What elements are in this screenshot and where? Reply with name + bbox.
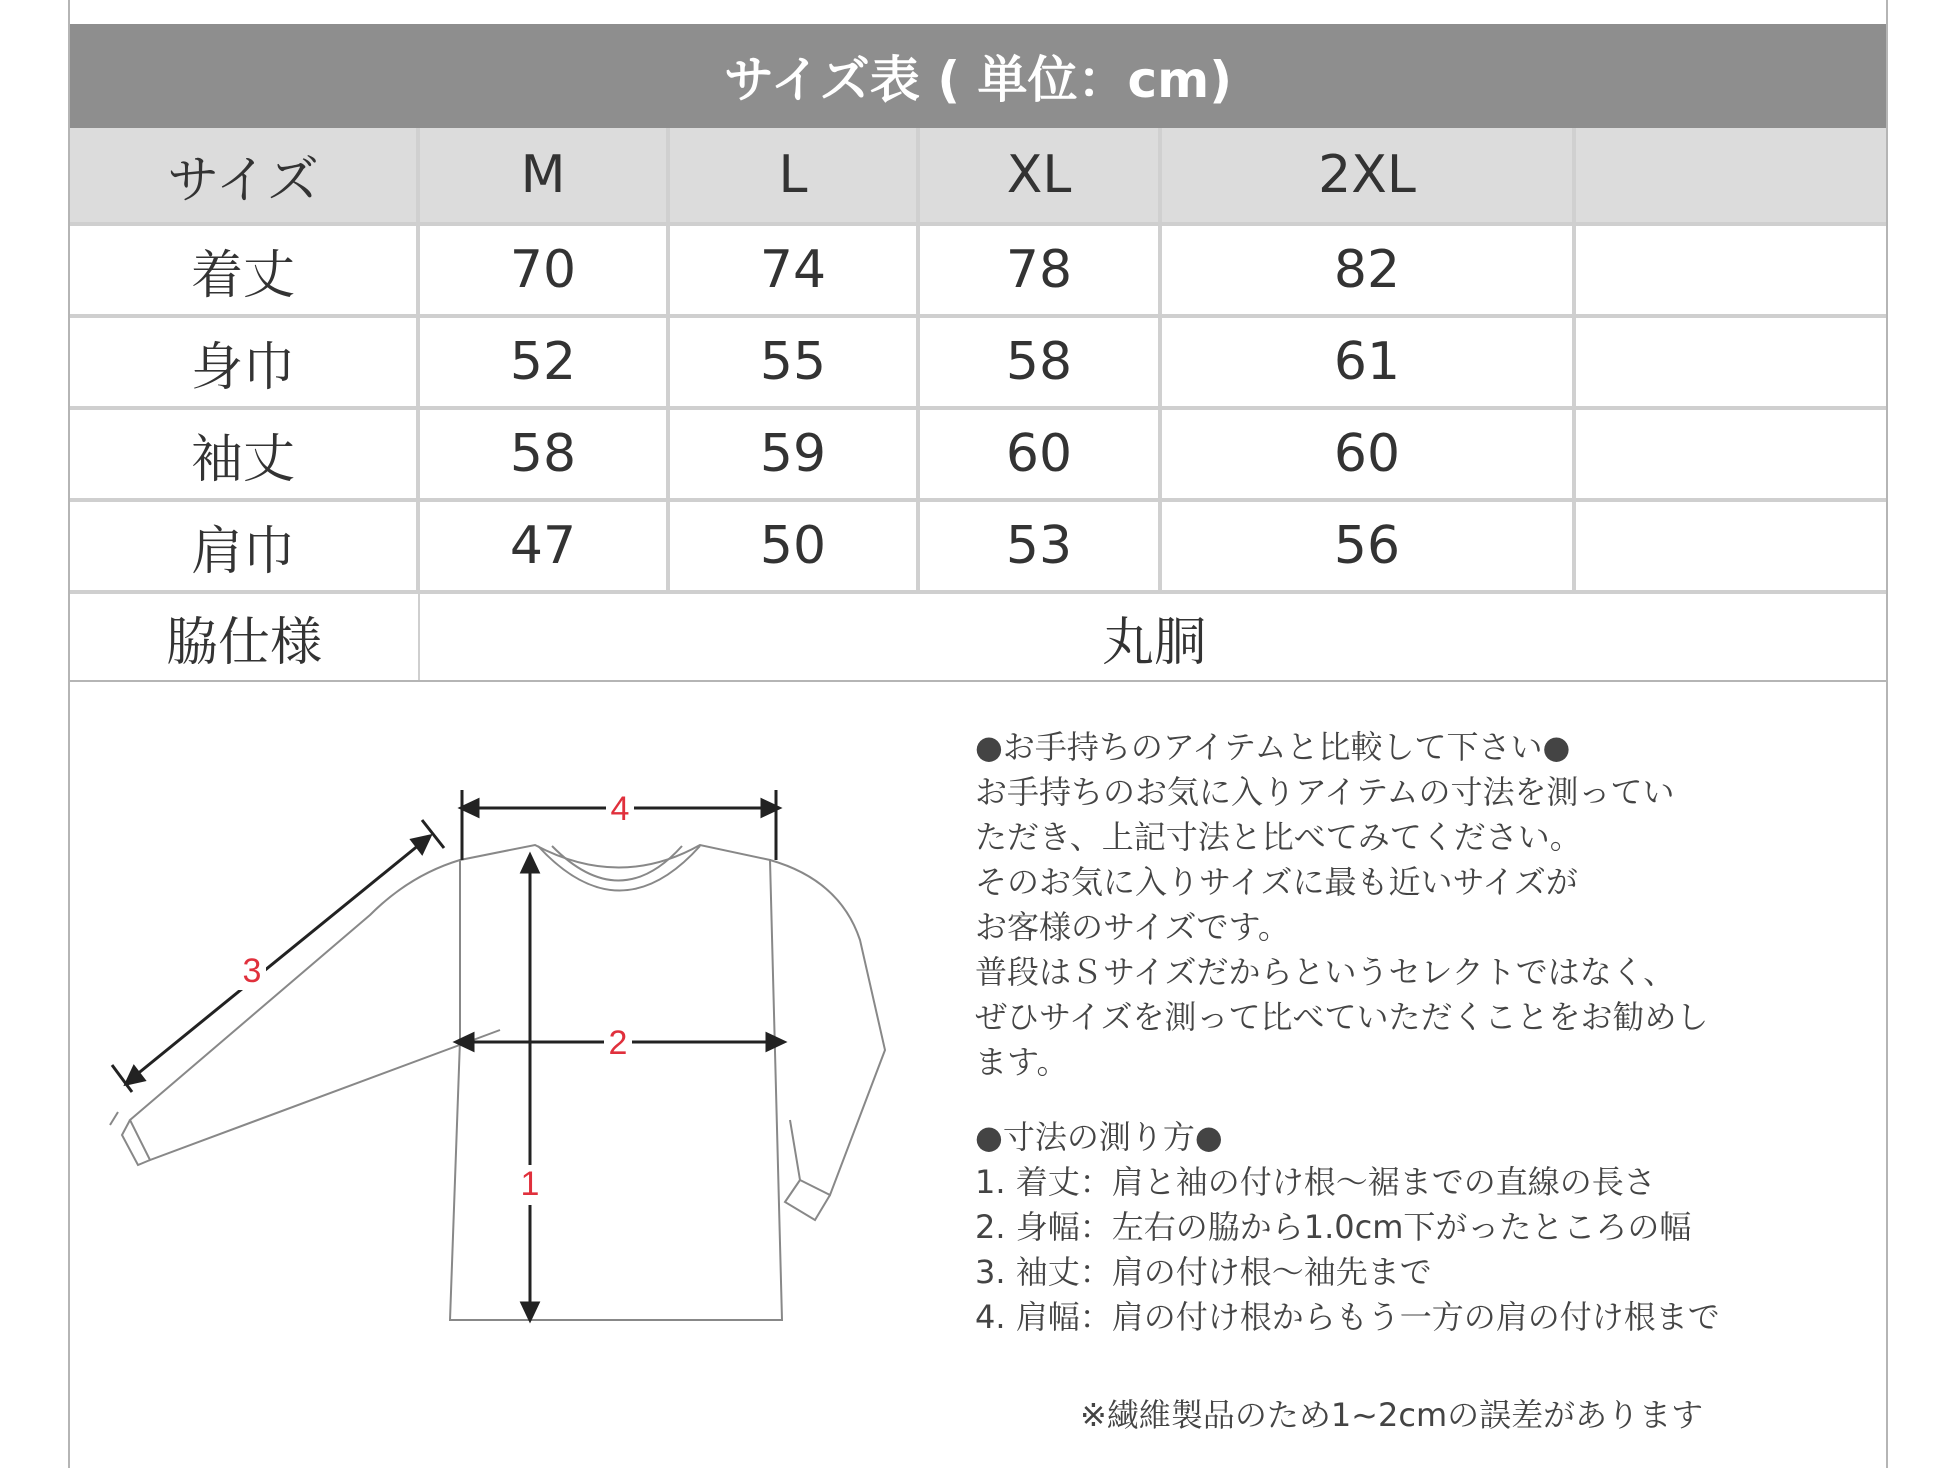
measure-label-2: 2: [608, 1024, 628, 1062]
measure-label-1: 1: [520, 1165, 540, 1203]
table-cell: 58: [416, 410, 666, 498]
compare-line: お客様のサイズです。: [975, 908, 1290, 946]
notes-spacer: [975, 1085, 1875, 1115]
header-size-m: M: [416, 128, 666, 222]
table-cell: 60: [1158, 410, 1572, 498]
header-size-label: サイズ: [167, 150, 319, 211]
row-label: 身巾: [190, 337, 295, 398]
table-cell: 78: [916, 226, 1158, 314]
table-cell: 70: [416, 226, 666, 314]
measure-line: 4. 肩幅：肩の付け根からもう一方の肩の付け根まで: [975, 1298, 1720, 1336]
label-backgrounds: [238, 788, 634, 1205]
sweatshirt-diagram: [70, 740, 970, 1360]
side-spec-row: [70, 594, 1886, 682]
garment-outline: [110, 845, 885, 1320]
compare-line: お手持ちのお気に入りアイテムの寸法を測ってい: [975, 773, 1675, 811]
table-cell: 74: [666, 226, 916, 314]
table-cell: 50: [666, 502, 916, 590]
measurement-notes: [975, 725, 1875, 1340]
measure-labels: [243, 790, 630, 1203]
compare-line: ただき、上記寸法と比べてみてください。: [975, 818, 1582, 856]
compare-line: 普段はＳサイズだからというセレクトではなく、: [975, 953, 1676, 991]
header-size-empty: [1572, 128, 1886, 222]
compare-heading: ●お手持ちのアイテムと比較して下さい●: [975, 728, 1571, 766]
compare-line: ます。: [975, 1043, 1069, 1081]
row-label: 袖丈: [190, 429, 295, 490]
header-size-xl: XL: [916, 128, 1158, 222]
table-cell: 56: [1158, 502, 1572, 590]
table-row: [70, 318, 1886, 410]
table-cell: [1572, 502, 1886, 590]
table-cell: 60: [916, 410, 1158, 498]
table-row: [70, 226, 1886, 318]
header-size-l: L: [666, 128, 916, 222]
compare-line: ぜひサイズを測って比べていただくことをお勧めし: [975, 998, 1709, 1036]
row-label: 肩巾: [190, 521, 295, 582]
size-chart-sheet: [68, 0, 1888, 1468]
compare-line: そのお気に入りサイズに最も近いサイズが: [975, 863, 1578, 901]
measure-label-4: 4: [610, 790, 630, 828]
header-size-2xl: 2XL: [1158, 128, 1572, 222]
table-cell: 59: [666, 410, 916, 498]
table-cell: 52: [416, 318, 666, 406]
tolerance-footnote: ※繊維製品のため1~2cmの誤差があります: [1080, 1396, 1704, 1434]
measure-label-3: 3: [242, 952, 262, 990]
measure-arrows: [112, 790, 784, 1320]
table-cell: 82: [1158, 226, 1572, 314]
side-spec-value: 丸胴: [1101, 612, 1206, 673]
table-cell: [1572, 410, 1886, 498]
table-cell: 55: [666, 318, 916, 406]
measure-line: 1. 着丈：肩と袖の付け根～裾までの直線の長さ: [975, 1163, 1656, 1201]
table-row: [70, 410, 1886, 502]
table-row: [70, 502, 1886, 594]
table-cell: 61: [1158, 318, 1572, 406]
size-chart-title: サイズ表 ( 単位：cm): [70, 24, 1886, 128]
table-header-row: [70, 128, 1886, 226]
row-label: 着丈: [190, 245, 295, 306]
table-cell: [1572, 226, 1886, 314]
side-spec-label: 脇仕様: [70, 594, 420, 680]
measure-heading: ●寸法の測り方●: [975, 1118, 1223, 1156]
table-cell: [1572, 318, 1886, 406]
measure-line: 3. 袖丈：肩の付け根～袖先まで: [975, 1253, 1432, 1291]
measure-line: 2. 身幅：左右の脇から1.0cm下がったところの幅: [975, 1208, 1692, 1246]
table-cell: 47: [416, 502, 666, 590]
table-cell: 58: [916, 318, 1158, 406]
table-cell: 53: [916, 502, 1158, 590]
